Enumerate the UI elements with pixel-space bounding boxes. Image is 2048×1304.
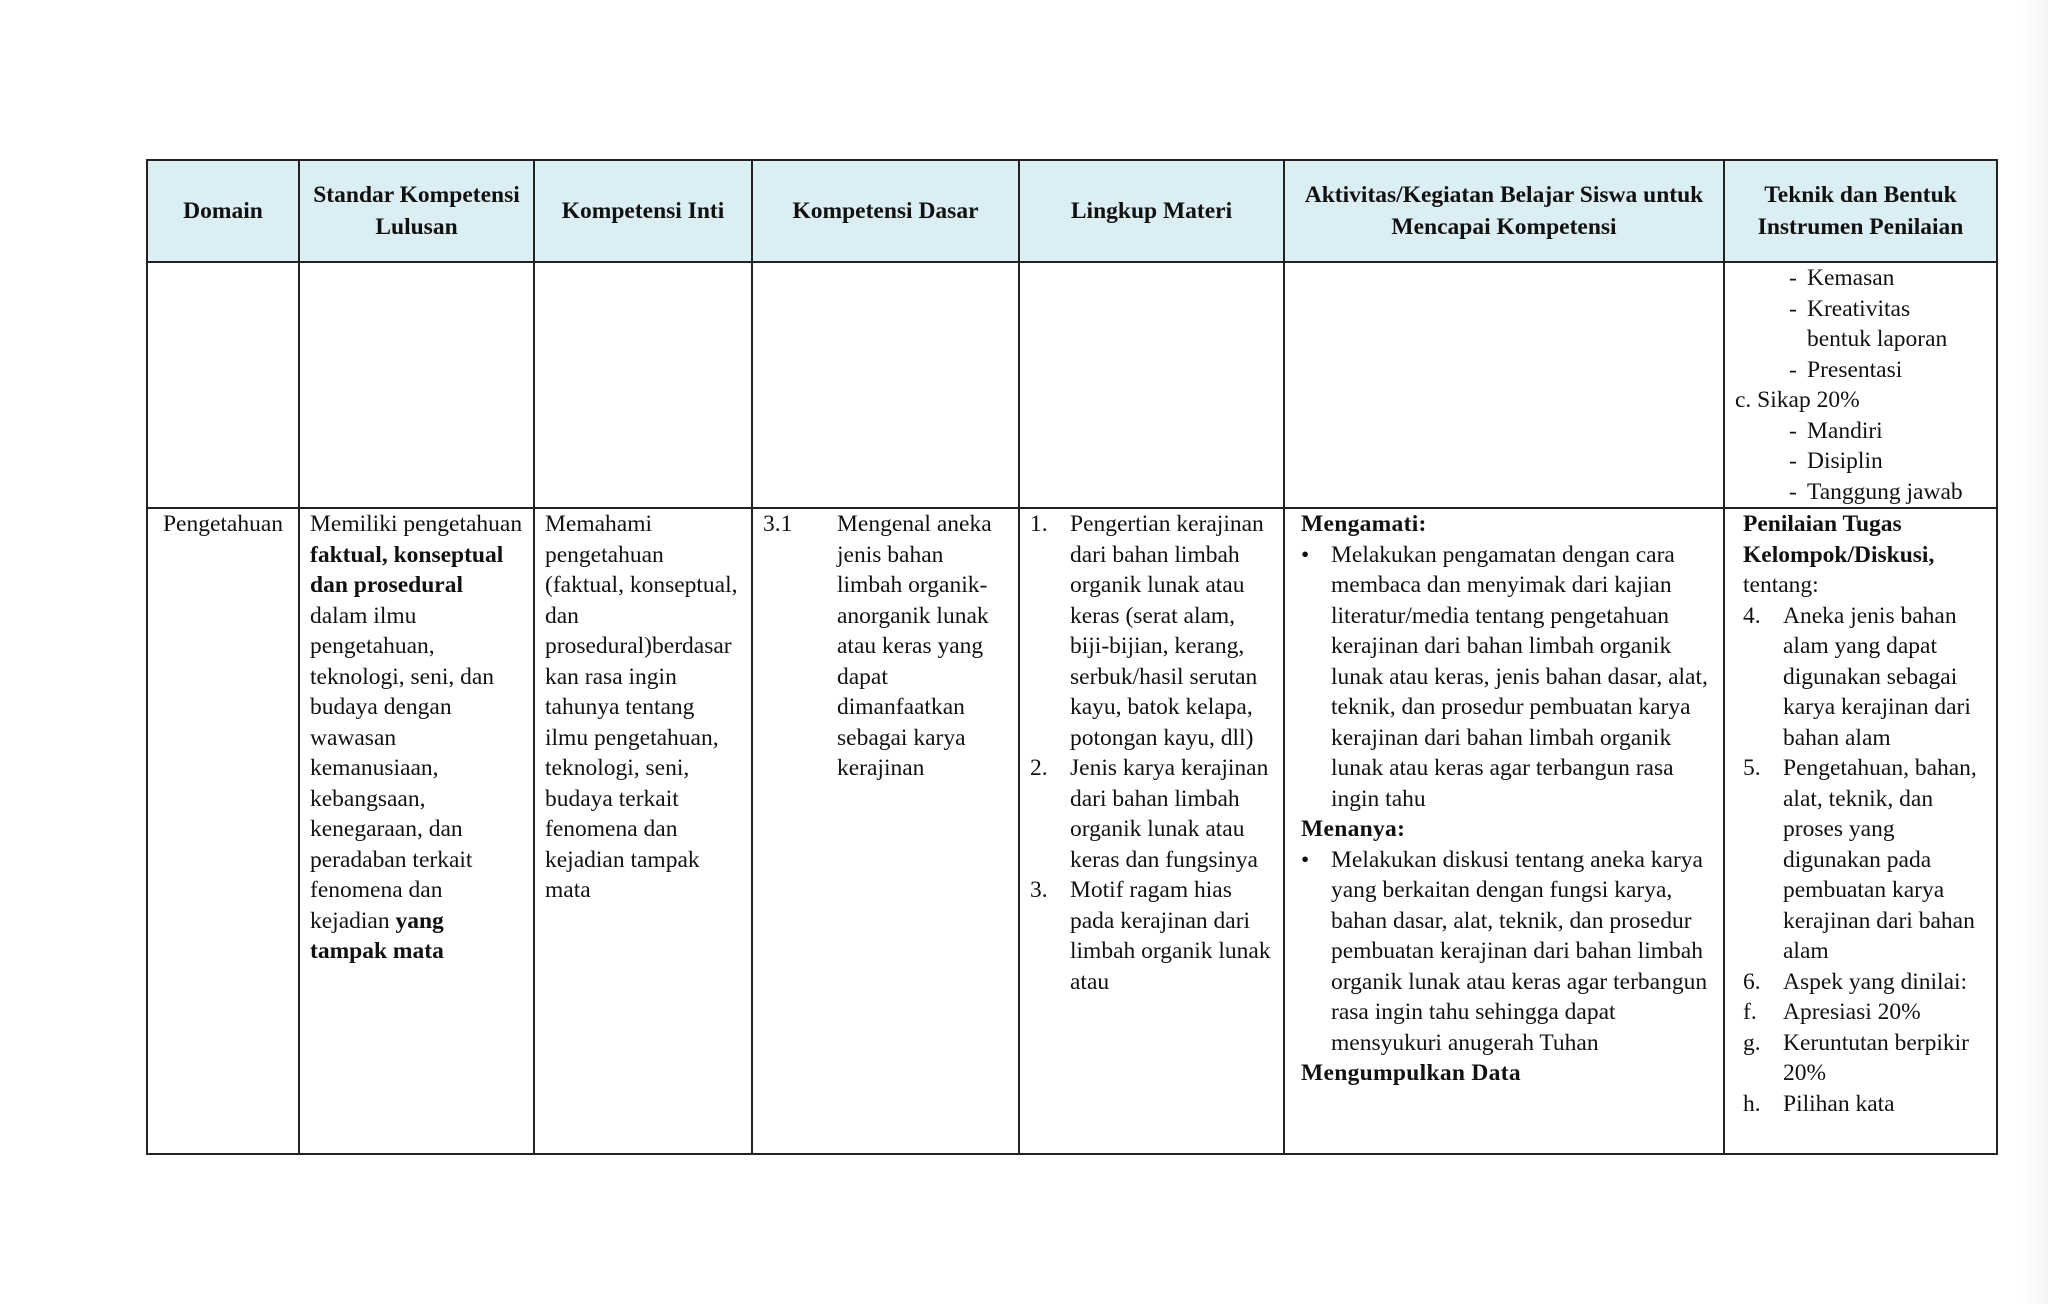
- skl-text: Memiliki pengetahuan: [310, 511, 523, 537]
- header-kd: Kompetensi Dasar: [752, 160, 1019, 262]
- kd-number: 3.1: [763, 511, 793, 537]
- list-item: 3. Motif ragam hias pada kerajinan dari limbah organik lunak atau: [1030, 877, 1271, 995]
- cell-skl: [299, 508, 534, 1154]
- header-materi: Lingkup Materi: [1019, 160, 1284, 262]
- list-item: - Mandiri: [1789, 417, 1883, 444]
- list-item: - Kemasan: [1789, 265, 1895, 291]
- teknik-list: [1743, 601, 1986, 998]
- mengamati-list: [1297, 540, 1713, 815]
- list-item: g. Keruntutan berpikir 20%: [1743, 1029, 1969, 1086]
- menanya-list: [1297, 845, 1713, 1059]
- header-domain: Domain: [147, 160, 299, 262]
- cell-empty: [147, 262, 299, 508]
- teknik-title: Penilaian Tugas Kelompok/Diskusi,: [1743, 511, 1935, 568]
- cell-empty: [1284, 262, 1724, 508]
- cell-materi: [1019, 508, 1284, 1154]
- page-edge-shadow: [2022, 0, 2048, 1304]
- list-item: - Kreativitas: [1789, 295, 1911, 322]
- skl-bold-text: faktual, konseptual dan prosedural: [310, 541, 504, 598]
- list-item: - Disiplin: [1789, 448, 1883, 474]
- cell-empty: [752, 262, 1019, 508]
- sikap-item-list: [1735, 416, 1986, 508]
- list-item: - Tanggung jawab: [1789, 478, 1963, 505]
- cell-ki: [534, 508, 752, 1154]
- menanya-heading: Menanya:: [1301, 816, 1406, 842]
- list-item: 4. Aneka jenis bahan alam yang dapat digunakan sebagai karya kerajinan dari bahan alam: [1743, 602, 1971, 751]
- table-row-pengetahuan: [147, 508, 1997, 1154]
- assessment-item-list: [1735, 263, 1986, 324]
- cell-empty: [1019, 262, 1284, 508]
- aspek-list: [1743, 997, 1986, 1119]
- cell-empty: [534, 262, 752, 508]
- header-ki: Kompetensi Inti: [534, 160, 752, 262]
- mengamati-heading: Mengamati:: [1301, 511, 1427, 537]
- cell-kd: [752, 508, 1019, 1154]
- assessment-item-list: [1735, 355, 1986, 386]
- table-row-continuation: [147, 262, 1997, 508]
- curriculum-table: [146, 159, 1998, 1155]
- mengumpulkan-data-heading: Mengumpulkan Data: [1301, 1060, 1521, 1086]
- cell-teknik: [1724, 508, 1997, 1154]
- list-item: 6. Aspek yang dinilai:: [1743, 968, 1968, 995]
- list-item: 1. Pengertian kerajinan dari bahan limbah organik lunak atau keras (serat alam, biji-bijian, kerang, serbuk/hasil serutan kayu, batok kelapa, potongan kayu, dll): [1030, 511, 1264, 751]
- list-item: h. Pilihan kata: [1743, 1090, 1895, 1117]
- bullet-icon: •: [1301, 846, 1310, 873]
- kd-text: Mengenal aneka jenis bahan limbah organik-anorganik lunak atau keras yang dapat dimanfaatkan sebagai karya kerajinan: [837, 511, 992, 781]
- header-skl: Standar Kompetensi Lulusan: [299, 160, 534, 262]
- sikap-label: c. Sikap 20%: [1735, 387, 1860, 413]
- cell-aktivitas: [1284, 508, 1724, 1154]
- cell-teknik-continuation: [1724, 262, 1997, 508]
- teknik-subtitle: tentang:: [1743, 572, 1819, 598]
- skl-bold-text: yang tampak mata: [310, 907, 444, 964]
- list-item: - Presentasi: [1789, 356, 1903, 383]
- list-item: 5. Pengetahuan, bahan, alat, teknik, dan proses yang digunakan pada pembuatan karya kerajinan dari bahan alam: [1743, 755, 1977, 964]
- list-item: f. Apresiasi 20%: [1743, 999, 1921, 1025]
- cell-domain: Pengetahuan: [147, 508, 299, 1154]
- list-item: • Melakukan pengamatan dengan cara membaca dan menyimak dari kajian literatur/media tentang pengetahuan kerajinan dari bahan limbah organik lunak atau keras, jenis bahan dasar, alat, teknik, dan prosedur pembuatan karya kerajinan dari bahan limbah organik lunak atau keras agar terbangun rasa ingin tahu: [1301, 541, 1708, 812]
- table-header-row: [147, 160, 1997, 262]
- list-item: • Melakukan diskusi tentang aneka karya yang berkaitan dengan fungsi karya, bahan dasar, alat, teknik, dan prosedur pembuatan kerajinan dari bahan limbah organik lunak atau keras agar terbangun rasa ingin tahu sehingga dapat mensyukuri anugerah Tuhan: [1301, 846, 1708, 1056]
- bullet-icon: •: [1301, 541, 1310, 568]
- kd-item: [763, 509, 1008, 784]
- materi-list: [1030, 509, 1273, 997]
- skl-text: dalam ilmu pengetahuan, teknologi, seni, dan budaya dengan wawasan kemanusiaan, kebangsaan, kenegaraan, dan peradaban terkait fenomena dan kejadian: [310, 602, 495, 934]
- list-item: 2. Jenis karya kerajinan dari bahan limbah organik lunak atau keras dan fungsinya: [1030, 755, 1269, 873]
- ki-text: Memahami pengetahuan (faktual, konseptual, dan prosedural)berdasarkan rasa ingin tahunya tentang ilmu pengetahuan, teknologi, seni, budaya terkait fenomena dan kejadian tampak mata: [545, 511, 738, 903]
- cell-empty: [299, 262, 534, 508]
- header-teknik: Teknik dan Bentuk Instrumen Penilaian: [1724, 160, 1997, 262]
- header-aktivitas: Aktivitas/Kegiatan Belajar Siswa untuk Mencapai Kompetensi: [1284, 160, 1724, 262]
- list-item-continuation: bentuk laporan: [1807, 326, 1948, 352]
